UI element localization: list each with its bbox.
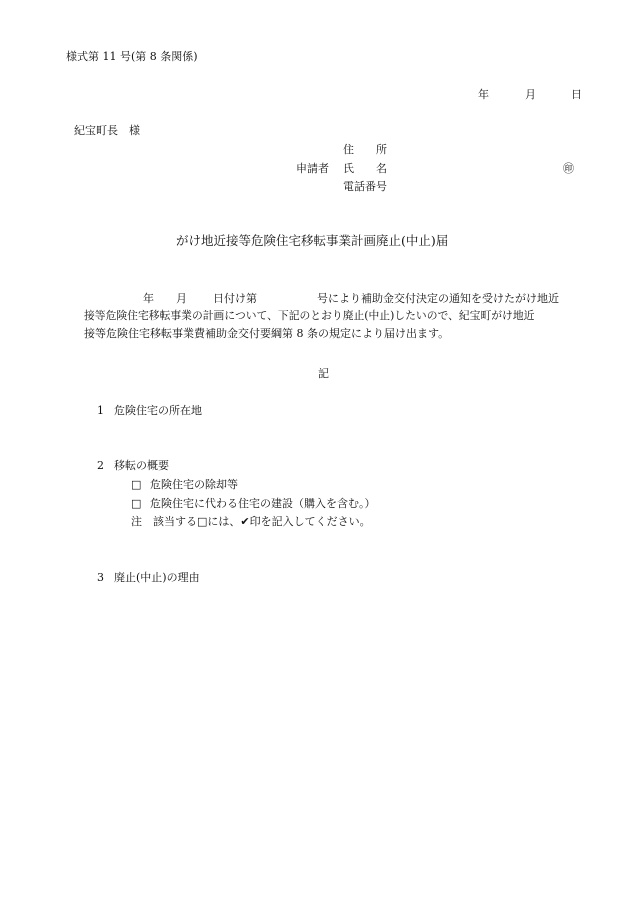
item-2-label: 移転の概要 (114, 459, 169, 472)
address-label: 住 所 (343, 143, 387, 156)
date-month: 月 (525, 88, 536, 101)
option-2-label: 危険住宅に代わる住宅の建設（購入を含む。） (150, 497, 376, 510)
name-label: 氏 名 (343, 162, 387, 175)
item-2-number: 2 (97, 459, 104, 472)
body-line2: 接等危険住宅移転事業の計画について、下記のとおり廃止(中止)したいので、紀宝町がけ地近 (84, 309, 535, 322)
ki-heading: 記 (318, 367, 329, 380)
checkbox-note: 注 該当する□には、✔印を記入してください。 (131, 515, 371, 528)
body-line1-rest: 号により補助金交付決定の通知を受けたがけ地近 (317, 292, 559, 305)
body-date: 日付け第 (213, 292, 257, 305)
seal-mark: ㊞ (563, 162, 574, 175)
option-1-checkbox: □ (131, 478, 142, 491)
applicant-label: 申請者 (296, 162, 329, 175)
document-title: がけ地近接等危険住宅移転事業計画廃止(中止)届 (176, 233, 449, 248)
item-3-label: 廃止(中止)の理由 (114, 571, 200, 584)
addressee: 紀宝町長 様 (74, 124, 140, 137)
item-1-number: 1 (97, 404, 104, 417)
body-month: 月 (176, 292, 187, 305)
option-1-label: 危険住宅の除却等 (150, 478, 238, 491)
date-day: 日 (571, 88, 582, 101)
form-number: 様式第 11 号(第 8 条関係) (66, 50, 198, 63)
body-year: 年 (143, 292, 154, 305)
date-year: 年 (478, 88, 489, 101)
item-1-label: 危険住宅の所在地 (114, 404, 202, 417)
phone-label: 電話番号 (343, 180, 387, 193)
item-3-number: 3 (97, 571, 104, 584)
option-2-checkbox: □ (131, 497, 142, 510)
body-line3: 接等危険住宅移転事業費補助金交付要綱第 8 条の規定により届け出ます。 (84, 327, 450, 340)
